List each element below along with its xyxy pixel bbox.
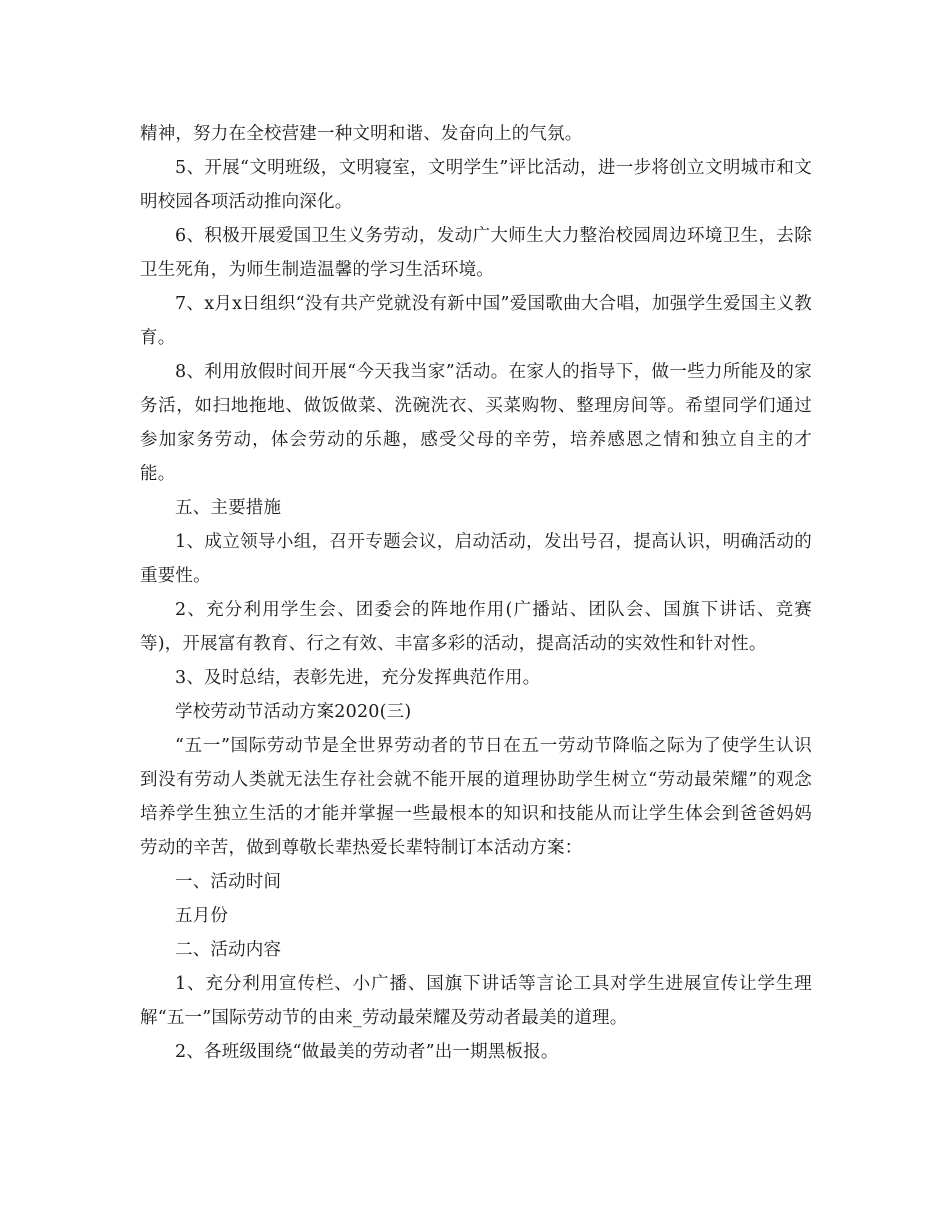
section-heading: 一、活动时间: [175, 872, 282, 892]
paragraph: “五一”国际劳动节是全世界劳动者的节日在五一劳动节降临之际为了使学生认识到没有劳动人类就无法生存社会就不能开展的道理协助学生树立“劳动最荣耀”的观念培养学生独立生活的才能并掌握一些最根本的知识和技能从而让学生体会到爸爸妈妈劳动的辛苦，做到尊敬长辈热爱长辈特制订本活动方案：: [140, 736, 812, 858]
document-body: [140, 117, 812, 1069]
paragraph: 2、充分利用学生会、团委会的阵地作用(广播站、团队会、国旗下讲话、竞赛等)，开展富有教育、行之有效、丰富多彩的活动，提高活动的实效性和针对性。: [140, 600, 812, 654]
paragraph: 2、各班级围绕“做最美的劳动者”出一期黑板报。: [175, 1042, 559, 1062]
paragraph: 3、及时总结，表彰先进，充分发挥典范作用。: [175, 668, 541, 688]
paragraph: 1、成立领导小组，召开专题会议，启动活动，发出号召，提高认识，明确活动的重要性。: [140, 532, 812, 586]
paragraph: 精神，努力在全校营建一种文明和谐、发奋向上的气氛。: [140, 124, 583, 144]
paragraph: 7、x月x日组织“没有共产党就没有新中国”爱国歌曲大合唱，加强学生爱国主义教育。: [140, 294, 812, 348]
paragraph: 1、充分利用宣传栏、小广播、国旗下讲话等言论工具对学生进展宣传让学生理解“五一”国际劳动节的由来_劳动最荣耀及劳动者最美的道理。: [140, 974, 812, 1028]
section-heading: 二、活动内容: [175, 940, 282, 960]
paragraph: 五月份: [175, 906, 229, 926]
paragraph: 6、积极开展爱国卫生义务劳动，发动广大师生大力整治校园周边环境卫生，去除卫生死角，为师生制造温馨的学习生活环境。: [140, 226, 812, 280]
paragraph: 8、利用放假时间开展“今天我当家”活动。在家人的指导下，做一些力所能及的家务活，如扫地拖地、做饭做菜、洗碗洗衣、买菜购物、整理房间等。希望同学们通过参加家务劳动，体会劳动的乐趣，感受父母的辛劳，培养感恩之情和独立自主的才能。: [140, 362, 812, 484]
document-title: 学校劳动节活动方案2020(三): [175, 702, 412, 722]
paragraph: 5、开展“文明班级，文明寝室，文明学生”评比活动，进一步将创立文明城市和文明校园各项活动推向深化。: [140, 158, 812, 212]
section-heading: 五、主要措施: [175, 498, 282, 518]
